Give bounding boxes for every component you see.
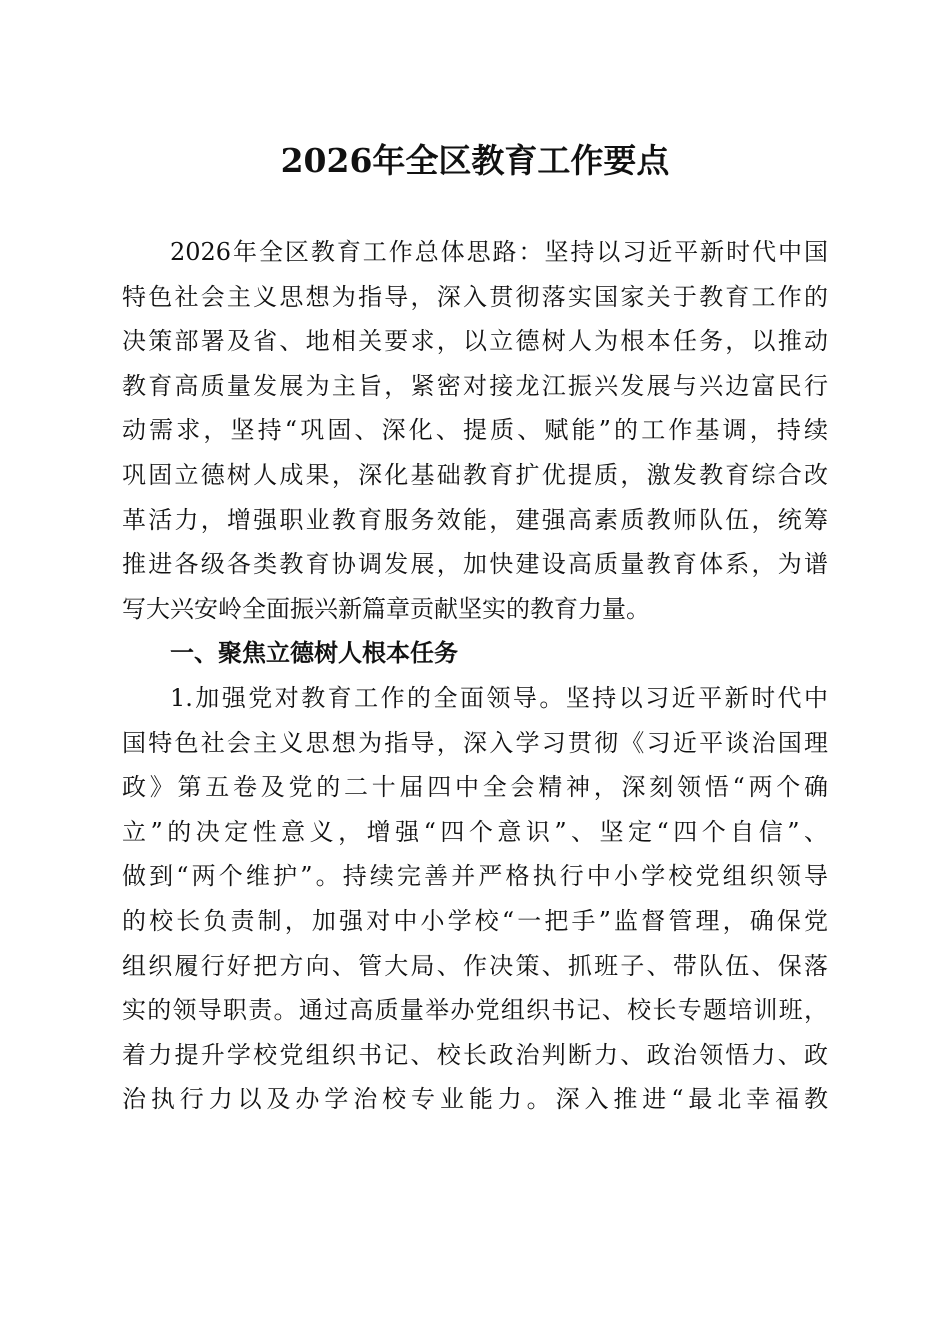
paragraph-line: 决策部署及省、地相关要求，以立德树人为根本任务，以推动 xyxy=(122,327,828,356)
paragraph-line: 实的领导职责。通过高质量举办党组织书记、校长专题培训班， xyxy=(122,996,828,1025)
paragraph-line: 政》第五卷及党的二十届四中全会精神，深刻领悟“两个确 xyxy=(122,773,828,802)
paragraph-line: 立”的决定性意义，增强“四个意识”、坚定“四个自信”、 xyxy=(122,817,828,846)
paragraph-line: 动需求，坚持“巩固、深化、提质、赋能”的工作基调，持续 xyxy=(122,416,828,445)
section-heading: 一、聚焦立德树人根本任务 xyxy=(170,639,458,668)
paragraph-line: 革活力，增强职业教育服务效能，建强高素质教师队伍，统筹 xyxy=(122,505,828,534)
paragraph-line: 写大兴安岭全面振兴新篇章贡献坚实的教育力量。 xyxy=(122,594,650,623)
paragraph-line: 的校长负责制，加强对中小学校“一把手”监督管理，确保党 xyxy=(122,906,828,935)
paragraph-line: 国特色社会主义思想为指导，深入学习贯彻《习近平谈治国理 xyxy=(122,728,828,757)
paragraph-line: 2026年全区教育工作总体思路：坚持以习近平新时代中国 xyxy=(170,238,828,266)
paragraph-line: 推进各级各类教育协调发展，加快建设高质量教育体系，为谱 xyxy=(122,550,828,579)
paragraph-line: 着力提升学校党组织书记、校长政治判断力、政治领悟力、政 xyxy=(122,1040,828,1069)
paragraph-line: 教育高质量发展为主旨，紧密对接龙江振兴发展与兴边富民行 xyxy=(122,371,828,400)
paragraph-line: 特色社会主义思想为指导，深入贯彻落实国家关于教育工作的 xyxy=(122,282,828,311)
paragraph-line: 做到“两个维护”。持续完善并严格执行中小学校党组织领导 xyxy=(122,862,828,891)
intro-paragraph xyxy=(122,230,828,631)
paragraph-line: 1.加强党对教育工作的全面领导。坚持以习近平新时代中 xyxy=(170,683,828,712)
paragraph-line: 治执行力以及办学治校专业能力。深入推进“最北幸福教 xyxy=(122,1085,828,1114)
paragraph-line: 巩固立德树人成果，深化基础教育扩优提质，激发教育综合改 xyxy=(122,460,828,489)
document-body xyxy=(122,230,828,1122)
paragraph-line: 组织履行好把方向、管大局、作决策、抓班子、带队伍、保落 xyxy=(122,951,828,980)
document-title: 2026年全区教育工作要点 xyxy=(280,141,670,180)
item-paragraph xyxy=(122,676,828,1122)
